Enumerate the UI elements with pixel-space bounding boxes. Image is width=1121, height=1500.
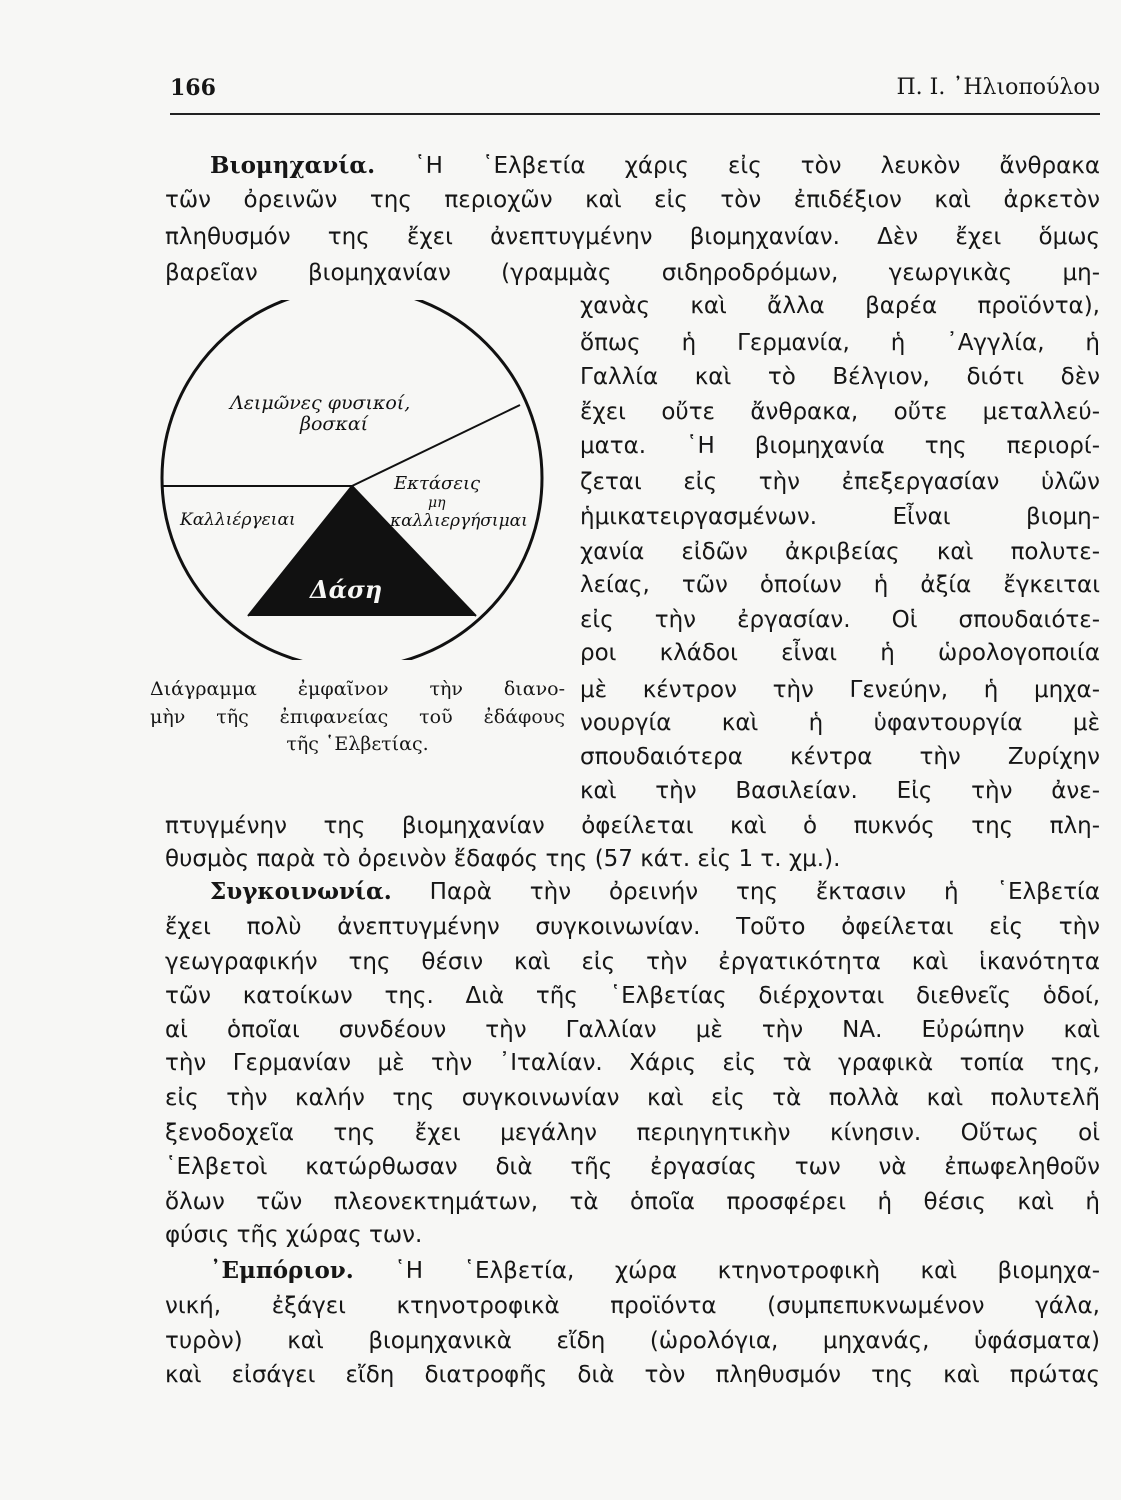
page-number: 166 — [170, 75, 216, 101]
diagram-caption-line: Διάγραμμα ἐμφαῖνον τὴν διανο- — [150, 678, 565, 700]
body-line: τῶν ὀρεινῶν της περιοχῶν καὶ εἰς τὸν ἐπιδέξιον καὶ ἀρκετὸν — [165, 187, 1100, 213]
running-title: Π. Ι. ᾿Ηλιοπούλου — [896, 75, 1100, 100]
body-line: σπουδαιότερα κέντρα τὴν Ζυρίχην — [580, 744, 1100, 770]
body-line: ἡμικατειργασμένων. Εἶναι βιομη- — [580, 504, 1100, 530]
sector-label-unused-2: μη — [428, 495, 446, 511]
body-line: ὅλων τῶν πλεονεκτημάτων, τὰ ὁποῖα προσφέρει ἡ θέσις καὶ ἡ — [165, 1189, 1100, 1215]
body-line: θυσμὸς παρὰ τὸ ὀρεινὸν ἔδαφός της (57 κάτ. εἰς 1 τ. χμ.). — [165, 846, 841, 872]
body-line: μὲ κέντρον τὴν Γενεύην, ἡ μηχα- — [580, 677, 1100, 703]
body-line: Βιομηχανία. ῾Η ῾Ελβετία χάρις εἰς τὸν λευκὸν ἄνθρακα — [210, 152, 1101, 179]
body-line: τῶν κατοίκων της. Διὰ τῆς ῾Ελβετίας διέρχονται διεθνεῖς ὁδοί, — [165, 983, 1100, 1009]
body-line: ζεται εἰς τὴν ἐπεξεργασίαν ὑλῶν — [580, 469, 1100, 495]
body-line: εἰς τὴν ἐργασίαν. Οἱ σπουδαιότε- — [580, 607, 1100, 633]
sector-label-forests: Δάση — [310, 575, 383, 604]
body-line: αἱ ὁποῖαι συνδέουν τὴν Γαλλίαν μὲ τὴν ΝΑ. Εὐρώπην καὶ — [165, 1017, 1100, 1043]
body-line: ῾Ελβετοὶ κατώρθωσαν διὰ τῆς ἐργασίας των νὰ ἐπωφεληθοῦν — [165, 1154, 1100, 1180]
body-line: τὴν Γερμανίαν μὲ τὴν ᾿Ιταλίαν. Χάρις εἰς τὰ γραφικὰ τοπία της, — [165, 1050, 1100, 1076]
body-line: χανία εἰδῶν ἀκριβείας καὶ πολυτε- — [580, 539, 1100, 565]
body-line: καὶ εἰσάγει εἴδη διατροφῆς διὰ τὸν πληθυσμόν της καὶ πρώτας — [165, 1362, 1100, 1388]
body-line: νουργία καὶ ἡ ὑφαντουργία μὲ — [580, 710, 1100, 736]
sector-label-cultivated: Καλλιέργειαι — [180, 510, 296, 530]
body-line: βαρεῖαν βιομηχανίαν (γραμμὰς σιδηροδρόμων, γεωργικὰς μη- — [165, 260, 1100, 286]
diagram-caption-line: μὴν τῆς ἐπιφανείας τοῦ ἐδάφους — [150, 706, 565, 728]
body-line: φύσις τῆς χώρας των. — [165, 1222, 423, 1248]
body-line: καὶ τὴν Βασιλείαν. Εἰς τὴν ἀνε- — [580, 778, 1100, 804]
sector-label-unused-3: καλλιεργήσιμαι — [390, 511, 528, 531]
land-use-pie — [160, 300, 560, 660]
body-line: Γαλλία καὶ τὸ Βέλγιον, διότι δὲν — [580, 364, 1100, 390]
section-lead-commerce: ᾿Εμπόριον. — [210, 1257, 354, 1284]
sector-label-unused-1: Εκτάσεις — [394, 473, 481, 494]
body-line: ἔχει πολὺ ἀνεπτυγμένην συγκοινωνίαν. Τοῦτο ὀφείλεται εἰς τὴν — [165, 914, 1100, 940]
body-line: πτυγμένην της βιομηχανίαν ὀφείλεται καὶ ὁ πυκνός της πλη- — [165, 813, 1100, 839]
body-line: ὅπως ἡ Γερμανία, ἡ ᾿Αγγλία, ἡ — [580, 330, 1100, 356]
body-line: ματα. ῾Η βιομηχανία της περιορί- — [580, 433, 1100, 459]
body-line: γεωγραφικήν της θέσιν καὶ εἰς τὴν ἐργατικότητα καὶ ἱκανότητα — [165, 949, 1100, 975]
land-use-diagram — [160, 300, 560, 660]
sector-label-meadows-1: Λειμῶνες φυσικοί, — [230, 392, 411, 414]
body-line: ᾿Εμπόριον. ῾Η ῾Ελβετία, χώρα κτηνοτροφικὴ καὶ βιομηχα- — [210, 1257, 1100, 1284]
body-line: χανὰς καὶ ἄλλα βαρέα προϊόντα), — [580, 293, 1100, 319]
section-lead-industry: Βιομηχανία. — [210, 152, 376, 179]
page-header — [170, 75, 1100, 115]
sector-label-meadows-2: βοσκαί — [300, 413, 369, 435]
section-lead-communication: Συγκοινωνία. — [210, 878, 392, 905]
body-line: ροι κλάδοι εἶναι ἡ ὡρολογοποιία — [580, 640, 1100, 666]
body-line: λείας, τῶν ὁποίων ἡ ἀξία ἔγκειται — [580, 572, 1100, 598]
body-line: Συγκοινωνία. Παρὰ τὴν ὀρεινήν της ἔκτασιν ἡ ῾Ελβετία — [210, 878, 1100, 905]
body-line: πληθυσμόν της ἔχει ἀνεπτυγμένην βιομηχανίαν. Δὲν ἔχει ὅμως — [165, 224, 1100, 250]
diagram-caption-line: τῆς ῾Ελβετίας. — [286, 733, 429, 755]
body-line: εἰς τὴν καλήν της συγκοινωνίαν καὶ εἰς τὰ πολλὰ καὶ πολυτελῆ — [165, 1085, 1100, 1111]
body-line: τυρὸν) καὶ βιομηχανικὰ εἴδη (ὡρολόγια, μηχανάς, ὑφάσματα) — [165, 1328, 1100, 1354]
body-line: νική, ἐξάγει κτηνοτροφικὰ προϊόντα (συμπεπυκνωμένον γάλα, — [165, 1293, 1100, 1319]
body-line: ξενοδοχεῖα της ἔχει μεγάλην περιηγητικὴν κίνησιν. Οὕτως οἱ — [165, 1120, 1100, 1146]
body-line: ἔχει οὔτε ἄνθρακα, οὔτε μεταλλεύ- — [580, 399, 1100, 425]
